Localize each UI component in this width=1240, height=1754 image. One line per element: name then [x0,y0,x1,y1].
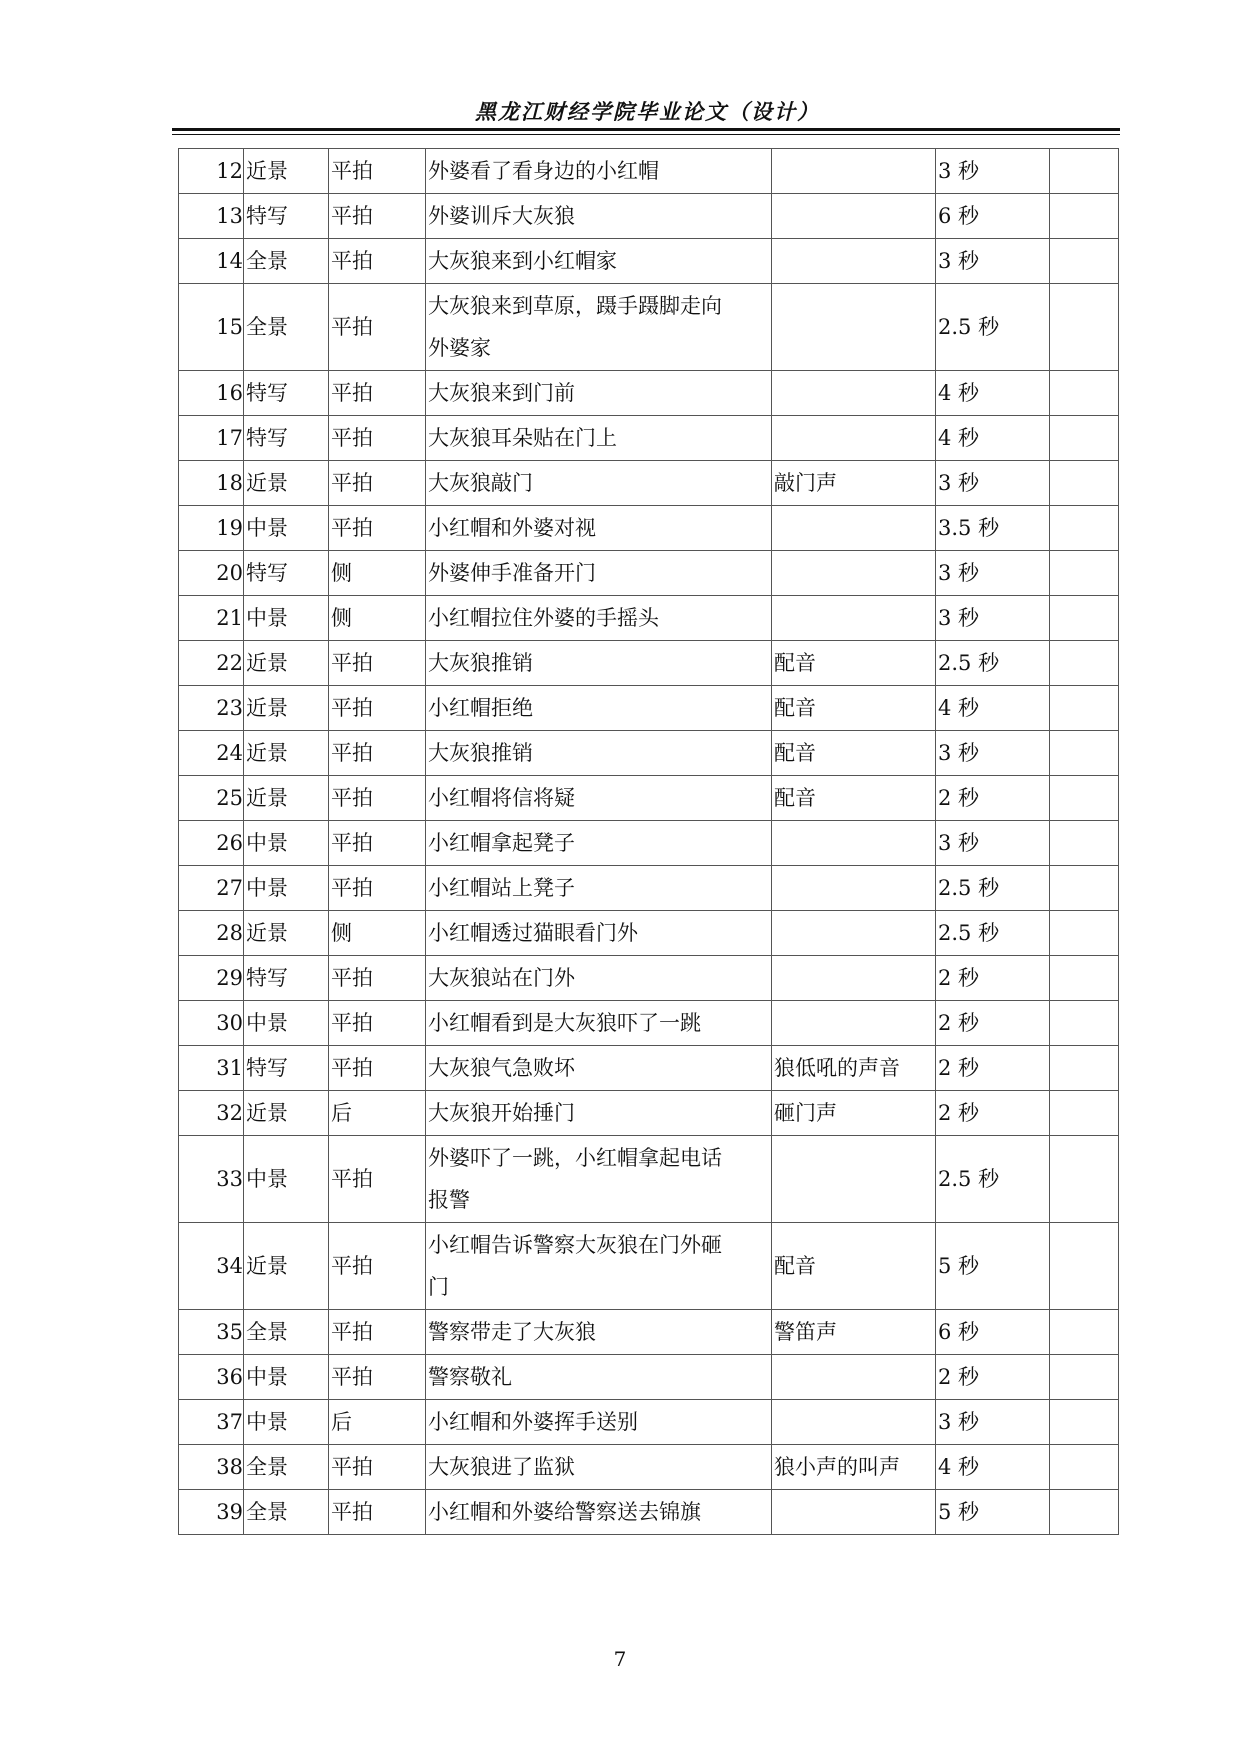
header-rule-thick [172,128,1120,131]
shot-number-cell: 16 [179,371,244,416]
shot-number-cell: 27 [179,866,244,911]
table-row [179,776,1119,821]
shot-size-cell: 中景 [244,1001,329,1046]
camera-angle-cell: 侧 [329,911,426,956]
shot-size-cell: 近景 [244,149,329,194]
description-cell [426,1046,772,1091]
description-line: 大灰狼推销 [428,741,533,765]
sound-cell [772,149,936,194]
duration-cell: 6 秒 [936,194,1050,239]
sound-cell: 配音 [772,641,936,686]
description-line: 大灰狼开始捶门 [428,1101,575,1125]
camera-angle-cell: 平拍 [329,1001,426,1046]
shot-number-cell: 19 [179,506,244,551]
duration-cell: 2.5 秒 [936,284,1050,371]
table-row [179,1046,1119,1091]
camera-angle-cell: 平拍 [329,149,426,194]
description-line: 大灰狼来到小红帽家 [428,249,617,273]
camera-angle-cell: 平拍 [329,686,426,731]
note-cell [1050,551,1119,596]
camera-angle-cell: 平拍 [329,284,426,371]
sound-cell [772,1136,936,1223]
description-line: 小红帽透过猫眼看门外 [428,921,638,945]
table-row [179,1310,1119,1355]
shot-number-cell: 22 [179,641,244,686]
note-cell [1050,776,1119,821]
description-cell [426,239,772,284]
description-line: 外婆吓了一跳，小红帽拿起电话 [428,1146,722,1170]
shot-size-cell: 全景 [244,1310,329,1355]
table-row [179,1223,1119,1310]
note-cell [1050,284,1119,371]
description-cell [426,686,772,731]
duration-cell: 3 秒 [936,551,1050,596]
description-line: 大灰狼耳朵贴在门上 [428,426,617,450]
shot-size-cell: 特写 [244,1046,329,1091]
sound-cell [772,416,936,461]
sound-cell [772,371,936,416]
camera-angle-cell: 平拍 [329,866,426,911]
shot-size-cell: 全景 [244,284,329,371]
shot-number-cell: 34 [179,1223,244,1310]
note-cell [1050,239,1119,284]
shot-size-cell: 特写 [244,956,329,1001]
shot-number-cell: 17 [179,416,244,461]
sound-cell [772,506,936,551]
camera-angle-cell: 平拍 [329,506,426,551]
note-cell [1050,1136,1119,1223]
sound-cell: 砸门声 [772,1091,936,1136]
camera-angle-cell: 平拍 [329,461,426,506]
shot-number-cell: 39 [179,1490,244,1535]
sound-cell [772,1001,936,1046]
camera-angle-cell: 平拍 [329,194,426,239]
camera-angle-cell: 侧 [329,596,426,641]
note-cell [1050,1445,1119,1490]
shot-number-cell: 32 [179,1091,244,1136]
camera-angle-cell: 平拍 [329,641,426,686]
sound-cell: 敲门声 [772,461,936,506]
description-cell [426,1400,772,1445]
sound-cell [772,284,936,371]
table-row [179,239,1119,284]
shot-size-cell: 全景 [244,1445,329,1490]
shot-size-cell: 特写 [244,194,329,239]
note-cell [1050,1490,1119,1535]
description-cell [426,866,772,911]
description-line: 大灰狼站在门外 [428,966,575,990]
note-cell [1050,1223,1119,1310]
page-number: 7 [613,1647,627,1671]
shot-size-cell: 中景 [244,596,329,641]
note-cell [1050,821,1119,866]
description-line: 小红帽告诉警察大灰狼在门外砸 [428,1233,722,1257]
shot-size-cell: 全景 [244,1490,329,1535]
camera-angle-cell: 平拍 [329,1223,426,1310]
duration-cell: 2 秒 [936,956,1050,1001]
table-row [179,1136,1119,1223]
camera-angle-cell: 平拍 [329,371,426,416]
shot-size-cell: 特写 [244,416,329,461]
note-cell [1050,1091,1119,1136]
sound-cell: 配音 [772,686,936,731]
description-cell [426,641,772,686]
note-cell [1050,1001,1119,1046]
description-line: 外婆训斥大灰狼 [428,204,575,228]
note-cell [1050,506,1119,551]
camera-angle-cell: 平拍 [329,956,426,1001]
camera-angle-cell: 平拍 [329,1046,426,1091]
duration-cell: 4 秒 [936,1445,1050,1490]
sound-cell [772,1490,936,1535]
duration-cell: 5 秒 [936,1490,1050,1535]
table-row [179,956,1119,1001]
table-row [179,641,1119,686]
camera-angle-cell: 平拍 [329,1490,426,1535]
note-cell [1050,596,1119,641]
shot-size-cell: 近景 [244,686,329,731]
table-row [179,551,1119,596]
description-line: 小红帽和外婆对视 [428,516,596,540]
note-cell [1050,911,1119,956]
description-line: 小红帽站上凳子 [428,876,575,900]
sound-cell: 配音 [772,776,936,821]
duration-cell: 4 秒 [936,371,1050,416]
shot-number-cell: 36 [179,1355,244,1400]
note-cell [1050,416,1119,461]
sound-cell [772,239,936,284]
sound-cell [772,866,936,911]
sound-cell [772,956,936,1001]
sound-cell: 狼小声的叫声 [772,1445,936,1490]
sound-cell [772,194,936,239]
camera-angle-cell: 平拍 [329,821,426,866]
duration-cell: 2 秒 [936,1046,1050,1091]
shot-size-cell: 全景 [244,239,329,284]
description-line: 警察敬礼 [428,1365,512,1389]
description-cell [426,1310,772,1355]
shot-number-cell: 38 [179,1445,244,1490]
description-cell [426,1001,772,1046]
shot-number-cell: 13 [179,194,244,239]
duration-cell: 2 秒 [936,776,1050,821]
camera-angle-cell: 平拍 [329,1445,426,1490]
description-line: 小红帽看到是大灰狼吓了一跳 [428,1011,701,1035]
camera-angle-cell: 平拍 [329,776,426,821]
description-cell [426,776,772,821]
table-row [179,686,1119,731]
shot-number-cell: 14 [179,239,244,284]
description-cell [426,551,772,596]
sound-cell: 配音 [772,731,936,776]
duration-cell: 4 秒 [936,686,1050,731]
description-cell [426,731,772,776]
shot-size-cell: 近景 [244,911,329,956]
shot-number-cell: 35 [179,1310,244,1355]
duration-cell: 4 秒 [936,416,1050,461]
camera-angle-cell: 平拍 [329,1355,426,1400]
shot-number-cell: 23 [179,686,244,731]
description-cell [426,1490,772,1535]
duration-cell: 3 秒 [936,461,1050,506]
description-cell [426,371,772,416]
shot-number-cell: 15 [179,284,244,371]
note-cell [1050,956,1119,1001]
shot-size-cell: 特写 [244,551,329,596]
description-line: 小红帽和外婆挥手送别 [428,1410,638,1434]
description-line: 大灰狼敲门 [428,471,533,495]
shot-number-cell: 21 [179,596,244,641]
shot-size-cell: 近景 [244,1091,329,1136]
shot-number-cell: 28 [179,911,244,956]
note-cell [1050,686,1119,731]
description-cell [426,596,772,641]
description-line: 大灰狼来到门前 [428,381,575,405]
camera-angle-cell: 后 [329,1091,426,1136]
description-cell [426,1445,772,1490]
camera-angle-cell: 平拍 [329,1136,426,1223]
shot-number-cell: 12 [179,149,244,194]
shot-size-cell: 特写 [244,371,329,416]
duration-cell: 2.5 秒 [936,641,1050,686]
note-cell [1050,641,1119,686]
camera-angle-cell: 平拍 [329,416,426,461]
shot-size-cell: 中景 [244,1136,329,1223]
duration-cell: 3 秒 [936,1400,1050,1445]
shot-number-cell: 31 [179,1046,244,1091]
table-row [179,731,1119,776]
table-row [179,416,1119,461]
table-row [179,821,1119,866]
description-line: 大灰狼气急败坏 [428,1056,575,1080]
note-cell [1050,1400,1119,1445]
description-line: 大灰狼进了监狱 [428,1455,575,1479]
table-row [179,149,1119,194]
shot-size-cell: 中景 [244,506,329,551]
table-row [179,1490,1119,1535]
description-line: 小红帽拉住外婆的手摇头 [428,606,659,630]
sound-cell [772,551,936,596]
sound-cell: 配音 [772,1223,936,1310]
description-line: 大灰狼推销 [428,651,533,675]
shot-size-cell: 近景 [244,776,329,821]
table-row [179,371,1119,416]
table-row [179,1400,1119,1445]
description-line: 小红帽拿起凳子 [428,831,575,855]
description-line: 警察带走了大灰狼 [428,1320,596,1344]
description-cell [426,911,772,956]
description-cell [426,461,772,506]
table-row [179,866,1119,911]
table-row [179,461,1119,506]
table-row [179,1445,1119,1490]
duration-cell: 3 秒 [936,821,1050,866]
sound-cell [772,1400,936,1445]
duration-cell: 3 秒 [936,731,1050,776]
camera-angle-cell: 平拍 [329,731,426,776]
camera-angle-cell: 平拍 [329,1310,426,1355]
note-cell [1050,461,1119,506]
camera-angle-cell: 侧 [329,551,426,596]
storyboard-table [178,148,1119,1535]
description-cell [426,1136,772,1223]
sound-cell [772,596,936,641]
sound-cell: 警笛声 [772,1310,936,1355]
table-row [179,194,1119,239]
duration-cell: 2 秒 [936,1091,1050,1136]
shot-number-cell: 24 [179,731,244,776]
shot-size-cell: 中景 [244,821,329,866]
description-cell [426,149,772,194]
shot-size-cell: 近景 [244,731,329,776]
note-cell [1050,866,1119,911]
shot-size-cell: 近景 [244,1223,329,1310]
shot-size-cell: 中景 [244,1400,329,1445]
note-cell [1050,371,1119,416]
description-line: 外婆家 [428,336,491,360]
shot-number-cell: 26 [179,821,244,866]
description-cell [426,1091,772,1136]
description-cell [426,821,772,866]
duration-cell: 5 秒 [936,1223,1050,1310]
sound-cell: 狼低吼的声音 [772,1046,936,1091]
duration-cell: 2.5 秒 [936,911,1050,956]
duration-cell: 3 秒 [936,239,1050,284]
camera-angle-cell: 平拍 [329,239,426,284]
table-row [179,1091,1119,1136]
shot-size-cell: 近景 [244,641,329,686]
description-cell [426,956,772,1001]
note-cell [1050,1310,1119,1355]
duration-cell: 2 秒 [936,1355,1050,1400]
table-row [179,506,1119,551]
note-cell [1050,1355,1119,1400]
sound-cell [772,821,936,866]
duration-cell: 3 秒 [936,149,1050,194]
note-cell [1050,731,1119,776]
description-cell [426,1355,772,1400]
sound-cell [772,911,936,956]
description-line: 报警 [428,1188,470,1212]
table-row [179,596,1119,641]
shot-size-cell: 中景 [244,1355,329,1400]
duration-cell: 2 秒 [936,1001,1050,1046]
description-line: 小红帽将信将疑 [428,786,575,810]
camera-angle-cell: 后 [329,1400,426,1445]
description-cell [426,416,772,461]
description-line: 外婆看了看身边的小红帽 [428,159,659,183]
shot-number-cell: 33 [179,1136,244,1223]
duration-cell: 2.5 秒 [936,1136,1050,1223]
table-row [179,284,1119,371]
duration-cell: 6 秒 [936,1310,1050,1355]
description-cell [426,506,772,551]
document-header: 黑龙江财经学院毕业论文（设计） [475,99,820,124]
description-line: 门 [428,1275,449,1299]
note-cell [1050,1046,1119,1091]
shot-number-cell: 25 [179,776,244,821]
shot-size-cell: 近景 [244,461,329,506]
shot-number-cell: 20 [179,551,244,596]
description-line: 小红帽拒绝 [428,696,533,720]
duration-cell: 3 秒 [936,596,1050,641]
note-cell [1050,194,1119,239]
duration-cell: 3.5 秒 [936,506,1050,551]
header-rule-thin [172,134,1120,135]
storyboard-table-body [179,149,1119,1535]
shot-size-cell: 中景 [244,866,329,911]
description-cell [426,1223,772,1310]
description-cell [426,194,772,239]
description-line: 大灰狼来到草原，蹑手蹑脚走向 [428,294,722,318]
note-cell [1050,149,1119,194]
duration-cell: 2.5 秒 [936,866,1050,911]
description-line: 小红帽和外婆给警察送去锦旗 [428,1500,701,1524]
table-row [179,1001,1119,1046]
table-row [179,1355,1119,1400]
description-cell [426,284,772,371]
description-line: 外婆伸手准备开门 [428,561,596,585]
shot-number-cell: 29 [179,956,244,1001]
table-row [179,911,1119,956]
shot-number-cell: 37 [179,1400,244,1445]
shot-number-cell: 30 [179,1001,244,1046]
shot-number-cell: 18 [179,461,244,506]
sound-cell [772,1355,936,1400]
